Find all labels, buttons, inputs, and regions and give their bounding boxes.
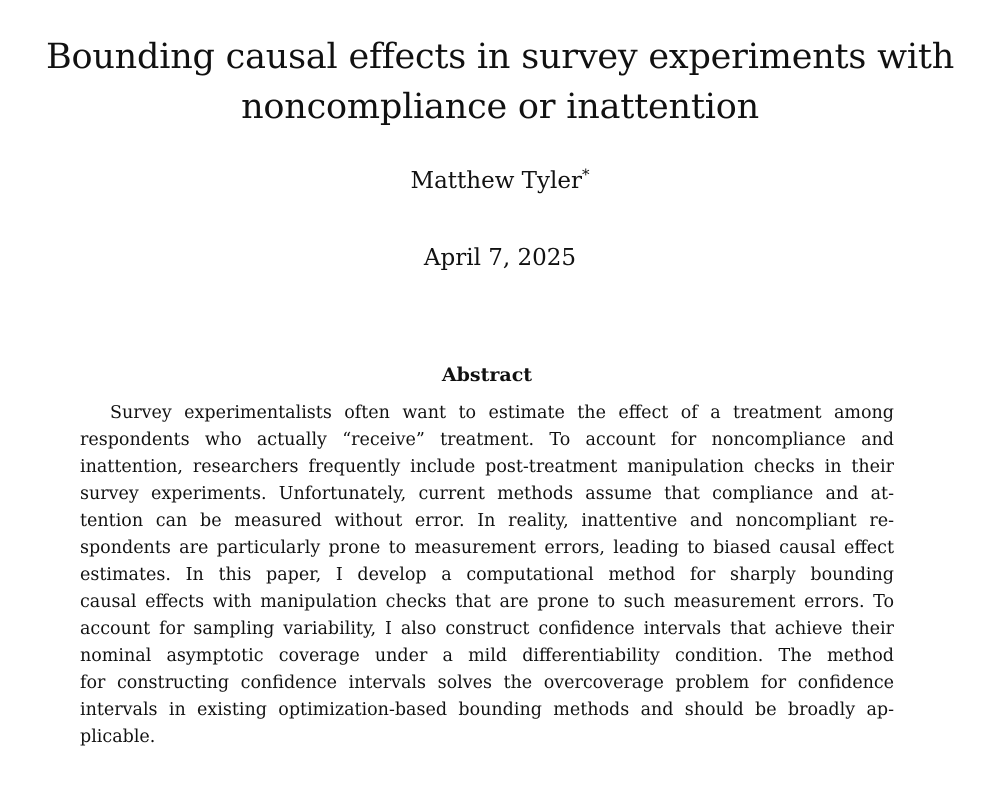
abstract-line: Survey experimentalists often want to estimate the effect of a treatment among <box>110 403 894 423</box>
paper-date: April 7, 2025 <box>423 245 577 271</box>
abstract-line: spondents are particularly prone to measurement errors, leading to biased causal effect <box>80 538 894 558</box>
abstract-line: intervals in existing optimization-based bounding methods and should be broadly ap- <box>80 700 894 720</box>
title-line: noncompliance or inattention <box>241 87 759 127</box>
abstract-line: tention can be measured without error. In reality, inattentive and noncompliant re- <box>80 511 894 531</box>
abstract-line: for constructing confidence intervals solves the overcoverage problem for confidence <box>80 673 894 693</box>
author-footnote-mark[interactable]: * <box>581 165 590 184</box>
abstract-line: survey experiments. Unfortunately, current methods assume that compliance and at- <box>80 484 894 504</box>
author-line <box>0 166 1000 196</box>
abstract-line: nominal asymptotic coverage under a mild differentiability condition. The method <box>80 646 894 666</box>
paper-title <box>40 32 960 132</box>
abstract-line: account for sampling variability, I also construct confidence intervals that achieve their <box>80 619 894 639</box>
abstract-line: inattention, researchers frequently include post-treatment manipulation checks in their <box>80 457 894 477</box>
author-name: Matthew Tyler <box>410 168 582 194</box>
title-line: Bounding causal effects in survey experiments with <box>45 37 955 77</box>
abstract-line: causal effects with manipulation checks that are prone to such measurement errors. To <box>80 592 894 612</box>
abstract-line: estimates. In this paper, I develop a computational method for sharply bounding <box>80 565 894 585</box>
abstract-body <box>80 400 894 751</box>
abstract-heading: Abstract <box>441 364 533 386</box>
abstract-line: plicable. <box>80 727 156 747</box>
abstract-line: respondents who actually “receive” treatment. To account for noncompliance and <box>80 430 894 450</box>
